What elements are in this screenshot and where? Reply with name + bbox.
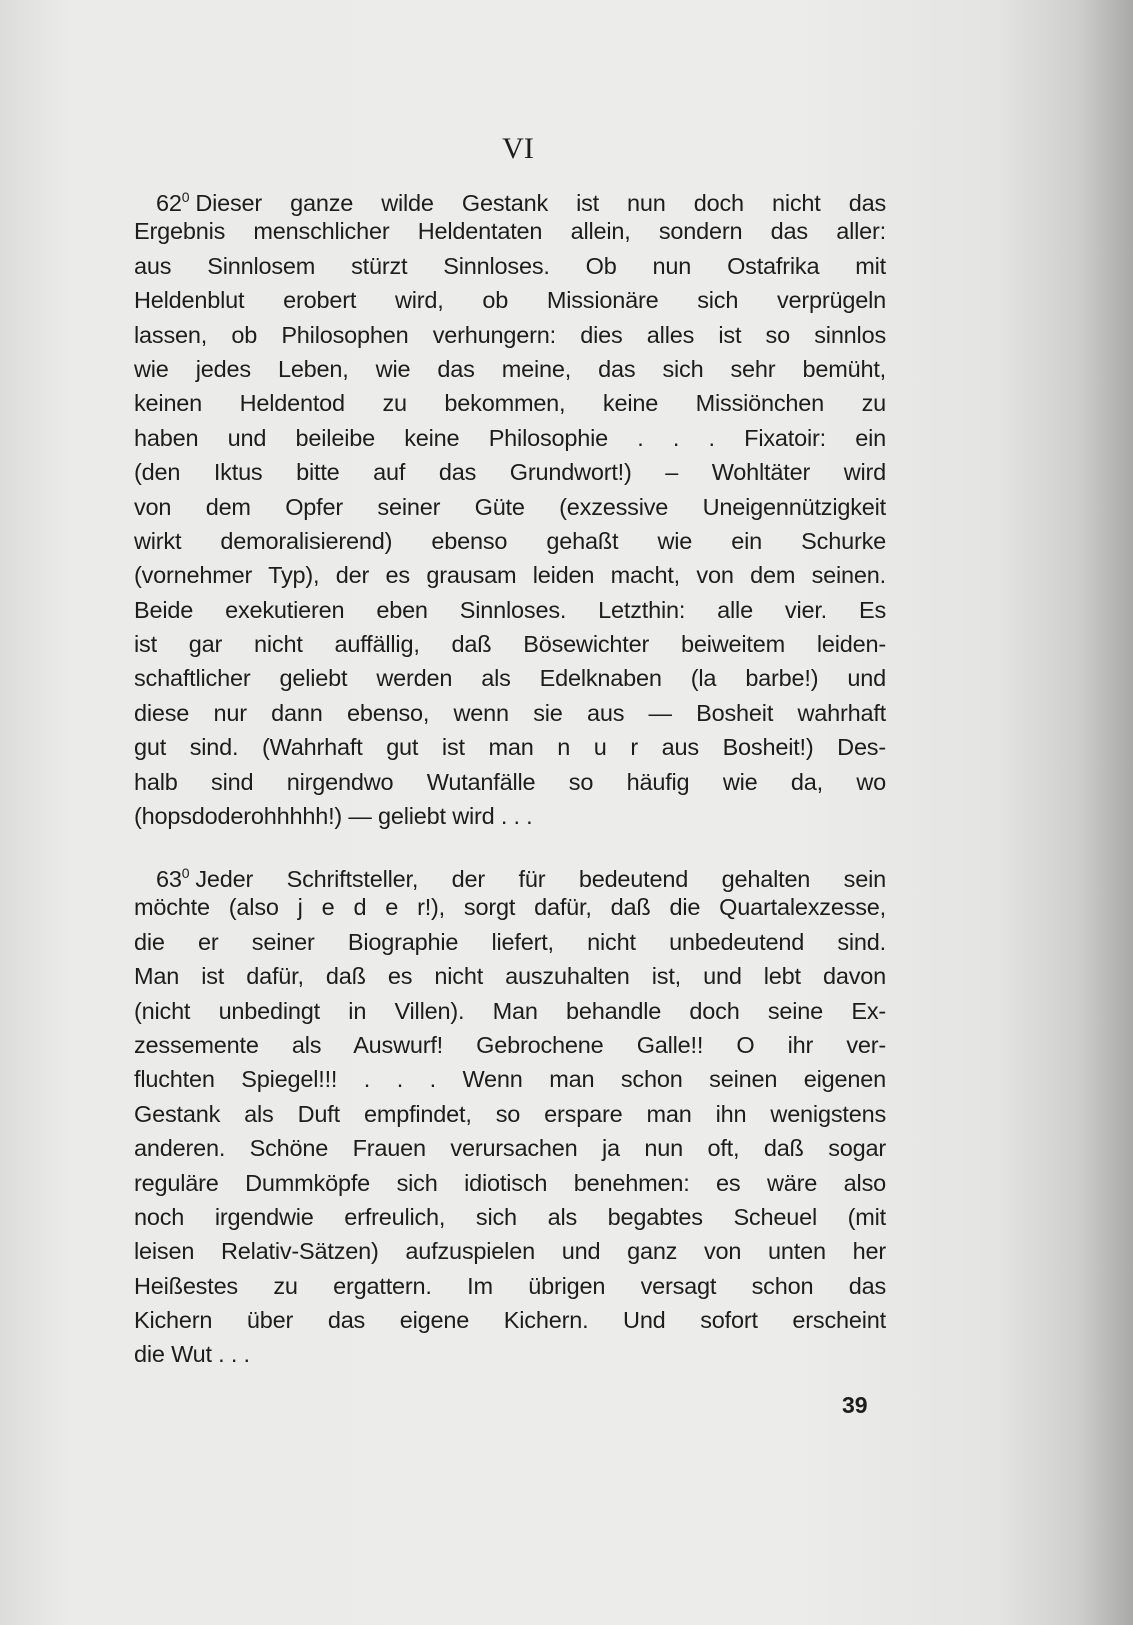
text-line: schaftlicher geliebt werden als Edelknaben (la barbe!) und [134,665,886,692]
text-line [134,856,886,890]
text-line: möchte (also j e d e r!), sorgt dafür, daß die Quartalexzesse, [134,894,886,921]
paragraph-number: 63 [156,866,182,892]
text-line: Man ist dafür, daß es nicht auszuhalten ist, und lebt davon [134,963,886,990]
paragraph-63 [134,856,886,1372]
text-line: zessemente als Auswurf! Gebrochene Galle!! O ihr ver- [134,1031,886,1058]
text-line: die Wut . . . [134,1341,250,1368]
section-heading: VI [502,132,534,165]
text-line: (vornehmer Typ), der es grausam leiden macht, von dem seinen. [134,562,886,589]
text-line: halb sind nirgendwo Wutanfälle so häufig wie da, wo [134,768,886,795]
text-line: wie jedes Leben, wie das meine, das sich sehr bemüht, [134,355,886,382]
text-line: aus Sinnlosem stürzt Sinnloses. Ob nun Ostafrika mit [134,252,886,279]
text-line: leisen Relativ-Sätzen) aufzuspielen und ganz von unten her [134,1238,886,1265]
page-number: 39 [842,1392,868,1418]
line-text: Dieser ganze wilde Gestank ist nun doch nicht das [195,190,886,216]
text-line: fluchten Spiegel!!! . . . Wenn man schon seinen eigenen [134,1066,886,1093]
paragraph-number-superscript: 0 [181,865,190,881]
text-line: wirkt demoralisierend) ebenso gehaßt wie ein Schurke [134,527,886,554]
text-line: keinen Heldentod zu bekommen, keine Missiönchen zu [134,390,886,417]
text-line: Kichern über das eigene Kichern. Und sofort erscheint [134,1307,886,1334]
text-line: diese nur dann ebenso, wenn sie aus — Bosheit wahrhaft [134,699,886,726]
text-line: (hopsdoderohhhhh!) — geliebt wird . . . [134,803,533,830]
text-line: Ergebnis menschlicher Heldentaten allein, sondern das aller: [134,218,886,245]
line-text: Jeder Schriftsteller, der für bedeutend gehalten sein [195,866,886,892]
text-line: von dem Opfer seiner Güte (exzessive Uneigennützigkeit [134,493,886,520]
text-line: (nicht unbedingt in Villen). Man behandle doch seine Ex- [134,997,886,1024]
text-line: anderen. Schöne Frauen verursachen ja nun oft, daß sogar [134,1135,886,1162]
text-line: reguläre Dummköpfe sich idiotisch benehmen: es wäre also [134,1169,886,1196]
text-line: Beide exekutieren eben Sinnloses. Letzthin: alle vier. Es [134,596,886,623]
text-line: lassen, ob Philosophen verhungern: dies alles ist so sinnlos [134,321,886,348]
text-line [134,180,886,214]
text-line: noch irgendwie erfreulich, sich als begabtes Scheuel (mit [134,1203,886,1230]
paragraph-number: 62 [156,190,182,216]
paragraph-62 [134,180,886,833]
text-line: Gestank als Duft empfindet, so erspare man ihn wenigstens [134,1100,886,1127]
paragraph-number-superscript: 0 [181,189,190,205]
text-line: (den Iktus bitte auf das Grundwort!) – Wohltäter wird [134,459,886,486]
text-line: gut sind. (Wahrhaft gut ist man n u r aus Bosheit!) Des- [134,734,886,761]
text-line: ist gar nicht auffällig, daß Bösewichter beiweitem leiden- [134,631,886,658]
text-line: Heißestes zu ergattern. Im übrigen versagt schon das [134,1272,886,1299]
text-line: Heldenblut erobert wird, ob Missionäre sich verprügeln [134,287,886,314]
text-line: haben und beileibe keine Philosophie . . . Fixatoir: ein [134,424,886,451]
text-line: die er seiner Biographie liefert, nicht unbedeutend sind. [134,928,886,955]
